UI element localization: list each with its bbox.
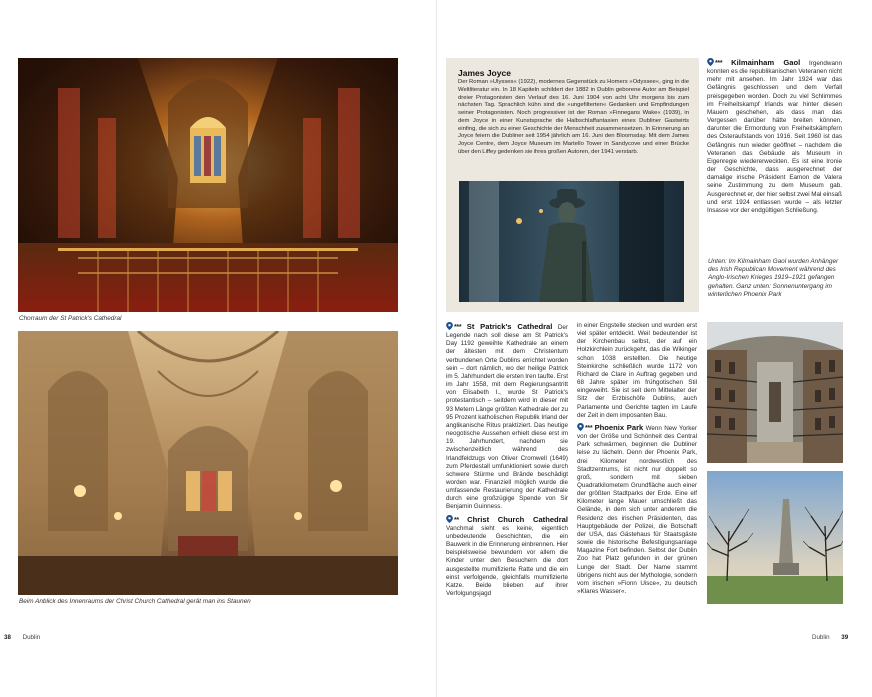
left-page-number: 38	[4, 634, 11, 641]
location-pin-icon	[577, 423, 584, 431]
photo-st-patricks-choir	[18, 58, 398, 312]
text-column-3	[707, 58, 842, 218]
right-running-head: Dublin	[812, 634, 830, 641]
heading-christ-church: Christ Church Cathedral	[467, 514, 568, 524]
page-gutter	[436, 0, 437, 697]
joyce-statue-illustration	[459, 181, 684, 302]
photo-kilmainham-gaol	[707, 322, 843, 463]
photo-joyce-statue	[459, 181, 684, 302]
gaol-illustration	[707, 322, 843, 463]
section-phoenix-park	[577, 423, 697, 596]
right-page-number: 39	[841, 634, 849, 641]
section-st-patricks	[446, 322, 568, 512]
location-pin-icon	[707, 58, 714, 66]
heading-kilmainham: Kilmainham Gaol	[731, 58, 801, 67]
text-column-2	[577, 322, 697, 599]
heading-st-patricks: St Patrick's Cathedral	[466, 322, 553, 331]
rating-stars: ***	[715, 60, 723, 67]
section-christ-church	[446, 515, 568, 599]
nave-illustration	[18, 331, 398, 595]
caption-kilmainham-phoenix: Unten: Im Kilmainham Gaol wurden Anhänger des Irish Republican Movement während des Anglo-Irischen Krieges 1919–1921 gefangen gehalten. Ganz unten: Sonnenuntergang im winterlichen Phoenix Park	[708, 258, 839, 298]
location-pin-icon	[446, 515, 453, 523]
photo-phoenix-park	[707, 471, 843, 604]
left-page-footer	[4, 634, 40, 641]
right-page-footer	[812, 634, 848, 641]
rating-stars: ***	[585, 424, 593, 432]
james-joyce-text: Der Roman »Ulysses« (1922), modernes Gegenstück zu Homers »Odyssee«, ging in die Weltliteratur ein. In 18 Kapiteln schildert der 1882 in Dublin geborene Autor am Beispiel dreier Protagonisten den Verlauf des 16. Juni 1904 von acht Uhr morgens bis zum nächsten Tag. Sprachlich kühn sind die »ungefilterten« Gedanken und Empfindungen seiner Protagonisten. Noch progressiver ist der Roman »Finnegans Wake« (1939), in dem Joyce in einer Kunstsprache die Halbschlaffantasien eines Dubliner Gastwirts einfing, die sich zu einer Geschichte der Menschheit zusammensetzen. In Erinnerung an Joyce feiern die Dubliner seit 1954 jährlich am 16. Juni den Bloomsday. Mit dem James Joyce Centre, dem Joyce Museum im Martello Tower in Sandycove und einer Brücke über den Liffey gedenken sie ihres großen Autoren, der 1941 verstarb.	[458, 79, 689, 155]
rating-stars: ***	[454, 324, 462, 331]
photo-christ-church-nave	[18, 331, 398, 595]
james-joyce-title: James Joyce	[458, 68, 511, 78]
location-pin-icon	[446, 322, 453, 330]
section-kilmainham	[707, 58, 842, 215]
caption-christ-church: Beim Anblick des Innenraums der Christ Church Cathedral gerät man ins Staunen	[19, 598, 251, 605]
text-kilmainham: Irgendwann konnten es die republikanischen Veteranen nicht mehr mit ansehen. Im Jahr 1924 war das Gefängnis geschlossen und dem Verfall preisgegeben worden. Doch zu viel Schlimmes im Freiheitskampf Irlands war hinter diesen Mauern geschehen, als dass man das Vergessen darüber hätte breiten können, darunter die Ermordung von Freiheitskämpfern des Osteraufstands von 1916. Seit 1960 ist das Gefängnis nun wieder geöffnet – nachdem die Veteranen das Gebäude als Museum in Eigenregie wiedererweckten. Es ist eine Ironie der Geschichte, dass ausgerechnet der damalige irische Präsident Eamon de Valera seine Zustimmung zu dem Museum gab. Ausgerechnet er, der hier selbst zwei Mal einsaß und erst 1924 entlassen wurde – als letzter Insasse vor der endgültigen Schließung.	[707, 60, 842, 214]
text-st-patricks: Der Legende nach soll diese am St Patrick's Day 1192 geweihte Kathedrale an einem der ältesten mit dem Christentum verbundenen Orte Dublins errichtet worden sein – dort nämlich, wo der heilige Patrick im 5. Jahrhundert die ersten Iren taufte. Erst im Jahr 1558, mit dem Regierungsantritt von Elisabeth I., wurde St Patrick's protestantisch – seitdem wird in dieser mit 93 Metern Länge größten Kathedrale der zu 95 Prozent katholischen Republik Irland der anglikanische Ritus praktiziert. Das heutige neogotische Aussehen erhielt diese erst im 19. Jahrhundert, nachdem sie zwischenzeitlich während des Irlandfeldzugs von Oliver Cromwell (1649) zum Pferdestall umfunktioniert sowie durch schwere Stürme und Brände beschädigt worden war. Finanziell möglich wurde die umfassende Restaurierung der Kathedrale durch eine großzügige Spende von Sir Benjamin Guinness.	[446, 324, 568, 511]
phoenix-park-illustration	[707, 471, 843, 604]
caption-st-patricks: Chorraum der St Patrick's Cathedral	[19, 315, 122, 322]
choir-illustration	[18, 58, 398, 312]
heading-phoenix-park: Phoenix Park	[594, 422, 644, 432]
rating-stars: **	[454, 516, 459, 524]
text-christ-church-cont: in einer Engstelle stecken und wurden erst viel später entdeckt. Weil bedeutender ist der Kirchenbau selbst, der auf ein Holzkirchlein zurückgeht, das die Wikinger schon 1038 erstellten. Die heutige Steinkirche schließlich wurde 1172 von Richard de Clare in Auftrag gegeben und 68 Jahre später im frühgotischen Stil eingeweiht. Sie ist seit dem Mittelalter der Sitz der Erzbischöfe Dublins, auch Parlamente und Gerichte tagten im Laufe der Zeit in dem imposanten Bau.	[577, 322, 697, 419]
text-christ-church: Vanchmal sieht es keine, eigentlich unbedeutende Geschichten, die ein Bauwerk in die Erinnerung einbrennen. Hier beispielsweise bewundern vor allem die Kinder unter den Besuchern die dort ausgestellte mumifizierte Ratte und die ein einst verfolgende, gleichfalls mumifizierte Katze. Beide blieben auf ihrer Verfolgungsjagd	[446, 524, 568, 597]
text-phoenix-park: Wenn New Yorker von der Größe und Schönheit des Central Park schwärmen, beginnen die Dubliner leise zu lächeln. Denn der Phoenix Park, drei Kilometer nordwestlich des Stadtzentrums, ist nicht nur doppelt so groß, sondern mit sieben Quadratkilometern Grundfläche auch einer der größten Stadtparks der Erde. Eine elf Kilometer lange Mauer umschließt das Gelände, in dem sich unter anderem die Residenz des irischen Präsidenten, das Hauptgebäude der Polizei, die Botschaft der USA, das Gästehaus für Staatsgäste sowie die historische Befestigungsanlage Magazine Fort befinden. Selbst der Dublin Zoo hat Platz gefunden in der grünen Lunge der Stadt. Der Name stammt übrigens nicht aus der Mythologie, sondern vom irischen »Fionn Uisce«, zu deutsch »Klares Wasser«.	[577, 424, 697, 595]
text-column-1	[446, 322, 568, 601]
left-running-head: Dublin	[22, 634, 41, 641]
